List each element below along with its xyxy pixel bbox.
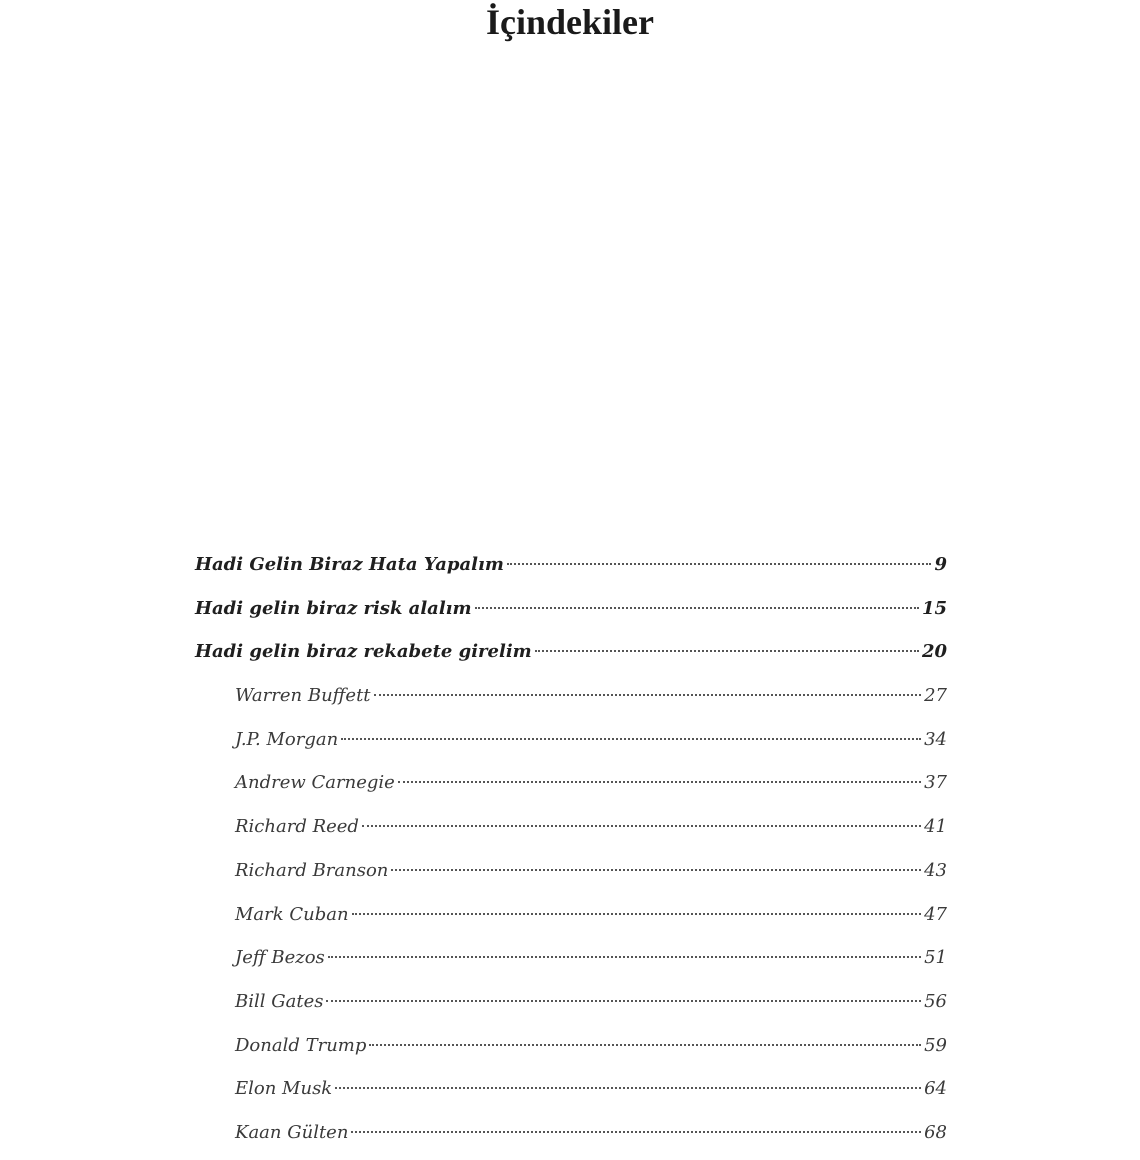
toc-entry-title: Richard Branson <box>235 859 389 881</box>
toc-entry-title: Mark Cuban <box>235 903 349 925</box>
toc-dot-leader <box>362 825 921 827</box>
toc-entry-title: Donald Trump <box>235 1034 367 1056</box>
toc-dot-leader <box>535 650 919 652</box>
toc-entry <box>195 548 947 592</box>
toc-entry-page: 64 <box>924 1078 947 1100</box>
toc-entry-page: 34 <box>924 728 947 750</box>
toc-subentry <box>195 941 947 985</box>
toc-dot-leader <box>326 1000 921 1002</box>
toc-subentry <box>195 898 947 942</box>
toc-entry-page: 51 <box>924 947 947 969</box>
toc-entry <box>195 592 947 636</box>
toc-subentry <box>195 854 947 898</box>
toc-dot-leader <box>341 738 921 740</box>
toc-dot-leader <box>475 607 919 609</box>
toc-subentry <box>195 723 947 767</box>
toc-subentry <box>195 985 947 1029</box>
toc-dot-leader <box>352 913 921 915</box>
toc-entry-title: Kaan Gülten <box>235 1121 349 1143</box>
toc-dot-leader <box>391 869 921 871</box>
toc-entry-title: Andrew Carnegie <box>235 772 395 794</box>
toc-entry <box>195 635 947 679</box>
toc-dot-leader <box>351 1131 921 1133</box>
toc-entry-page: 37 <box>924 772 947 794</box>
toc-dot-leader <box>335 1087 921 1089</box>
toc-subentry <box>195 1072 947 1116</box>
toc-entry-page: 41 <box>924 816 947 838</box>
toc-entry-title: Richard Reed <box>235 816 359 838</box>
toc-entry-title: Hadi gelin biraz rekabete girelim <box>195 641 532 663</box>
toc-subentry <box>195 766 947 810</box>
toc-entry-title: Jeff Bezos <box>235 947 325 969</box>
page-title: İçindekiler <box>486 2 654 42</box>
toc-subentry <box>195 679 947 723</box>
toc-entry-title: Elon Musk <box>235 1078 333 1100</box>
toc-dot-leader <box>328 956 921 958</box>
toc-dot-leader <box>374 694 922 696</box>
toc-subentry <box>195 1116 947 1160</box>
toc-entry-title: Warren Buffett <box>235 685 371 707</box>
table-of-contents <box>195 548 947 1160</box>
toc-subentry <box>195 1029 947 1073</box>
toc-entry-page: 56 <box>924 990 947 1012</box>
toc-entry-page: 43 <box>924 859 947 881</box>
toc-entry-title: Hadi gelin biraz risk alalım <box>195 597 472 619</box>
toc-entry-page: 68 <box>924 1121 947 1143</box>
toc-subentry <box>195 810 947 854</box>
toc-dot-leader <box>369 1044 921 1046</box>
toc-entry-page: 27 <box>924 685 947 707</box>
toc-entry-page: 20 <box>921 641 947 663</box>
toc-entry-page: 47 <box>924 903 947 925</box>
toc-entry-title: Bill Gates <box>235 990 324 1012</box>
toc-dot-leader <box>507 563 932 565</box>
toc-entry-page: 15 <box>921 597 947 619</box>
toc-dot-leader <box>398 781 921 783</box>
toc-entry-page: 59 <box>924 1034 947 1056</box>
toc-entry-page: 9 <box>934 554 947 575</box>
toc-entry-title: Hadi Gelin Biraz Hata Yapalım <box>195 554 504 575</box>
toc-entry-title: J.P. Morgan <box>235 728 339 750</box>
